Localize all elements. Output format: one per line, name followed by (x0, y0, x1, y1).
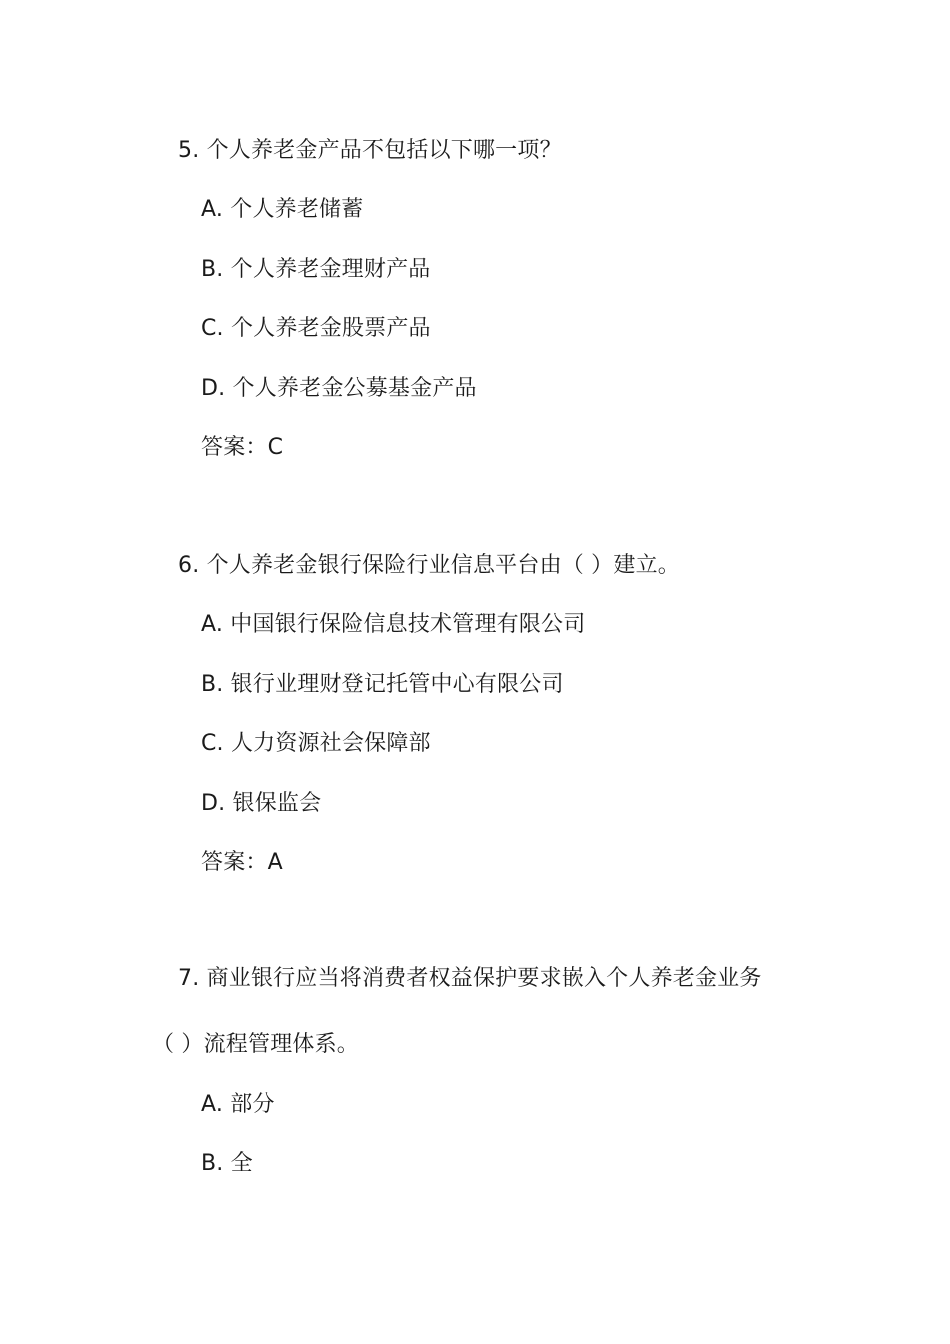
question-6-option-b: B. 银行业理财登记托管中心有限公司 (201, 672, 564, 697)
question-6-option-d: D. 银保监会 (201, 791, 322, 816)
question-7-stem-line-1: 7. 商业银行应当将消费者权益保护要求嵌入个人养老金业务 (178, 966, 762, 991)
question-5-option-c: C. 个人养老金股票产品 (201, 316, 431, 341)
question-6-stem: 6. 个人养老金银行保险行业信息平台由（ ）建立。 (178, 553, 680, 578)
question-6-option-c: C. 人力资源社会保障部 (201, 731, 431, 756)
question-5-option-b: B. 个人养老金理财产品 (201, 257, 431, 282)
question-5-stem: 5. 个人养老金产品不包括以下哪一项？ (178, 138, 562, 163)
question-5-answer: 答案：C (201, 435, 284, 460)
question-7-option-a: A. 部分 (201, 1092, 275, 1117)
question-7-stem-line-2: （ ）流程管理体系。 (152, 1032, 359, 1057)
question-5-option-d: D. 个人养老金公募基金产品 (201, 376, 477, 401)
question-5-option-a: A. 个人养老储蓄 (201, 197, 364, 222)
question-6-answer: 答案：A (201, 850, 283, 875)
question-6-option-a: A. 中国银行保险信息技术管理有限公司 (201, 612, 586, 637)
question-7-option-b: B. 全 (201, 1151, 253, 1176)
